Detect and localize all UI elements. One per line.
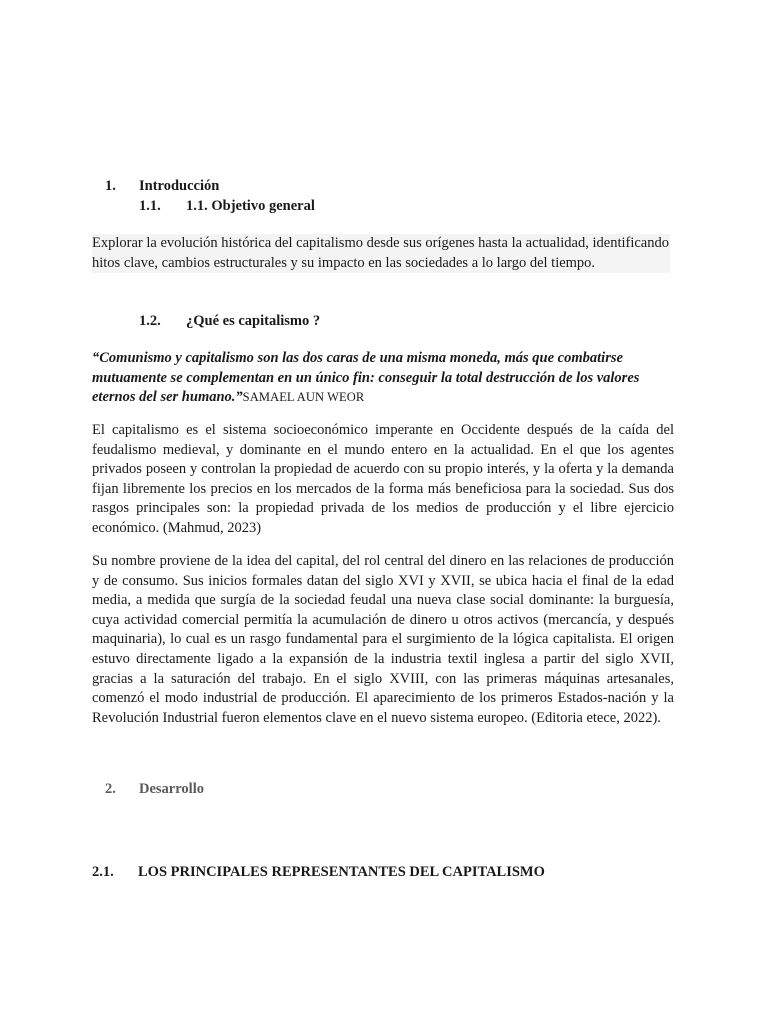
heading-number: 1.2. — [139, 313, 161, 329]
quote-author: SAMAEL AUN WEOR — [242, 390, 365, 405]
epigraph-quote — [92, 349, 652, 408]
heading-title: Desarrollo — [139, 781, 204, 797]
heading-number: 1.1. — [139, 198, 161, 214]
heading-objetivo-general — [139, 196, 315, 216]
heading-representantes — [92, 862, 545, 882]
heading-que-es-capitalismo — [139, 311, 320, 331]
heading-number: 2. — [105, 781, 116, 797]
heading-number: 1. — [105, 178, 116, 194]
quote-text: “Comunismo y capitalismo son las dos caras de una misma moneda, más que combatirse mutuamente se complementan en un único fin: conseguir la total destrucción de los valores eternos del ser humano.” — [92, 350, 640, 406]
heading-title: Introducción — [139, 178, 220, 194]
heading-desarrollo — [105, 779, 204, 799]
objective-paragraph: Explorar la evolución histórica del capitalismo desde sus orígenes hasta la actualidad, identificando hitos clave, cambios estructurales y su impacto en las sociedades a lo largo del tiempo. — [92, 234, 670, 273]
heading-title: 1.1. Objetivo general — [186, 198, 315, 214]
heading-title: LOS PRINCIPALES REPRESENTANTES DEL CAPITALISMO — [138, 864, 545, 880]
heading-introduccion — [105, 176, 219, 196]
paragraph-origin: Su nombre proviene de la idea del capital, del rol central del dinero en las relaciones de producción y de consumo. Sus inicios formales datan del siglo XVI y XVII, se ubica hacia el final de la edad media, a medida que surgía de la sociedad feudal una nueva clase social dominante: la burguesía, cuya actividad comercial permitía la acumulación de dinero u otros activos (mercancía, y después maquinaria), lo cual es un rasgo fundamental para el surgimiento de la lógica capitalista. El origen estuvo directamente ligado a la expansión de la industria textil inglesa a partir del siglo XVII, gracias a la saturación del trabajo. En el siglo XVIII, con las primeras máquinas artesanales, comenzó el modo industrial de producción. El aparecimiento de los primeros Estados-nación y la Revolución Industrial fueron elementos clave en el nuevo sistema europeo. (Editoria etece, 2022). — [92, 553, 674, 726]
heading-number: 2.1. — [92, 864, 114, 880]
heading-title: ¿Qué es capitalismo ? — [186, 313, 321, 329]
paragraph-definition: El capitalismo es el sistema socioeconómico imperante en Occidente después de la caída del feudalismo medieval, y dominante en el mundo entero en la actualidad. En el que los agentes privados poseen y controlan la propiedad de acuerdo con su propio interés, y la oferta y la demanda fijan libremente los precios en los mercados de la forma más beneficiosa para la sociedad. Sus dos rasgos principales son: la propiedad privada de los medios de producción y el libre ejercicio económico. (Mahmud, 2023) — [92, 422, 674, 536]
